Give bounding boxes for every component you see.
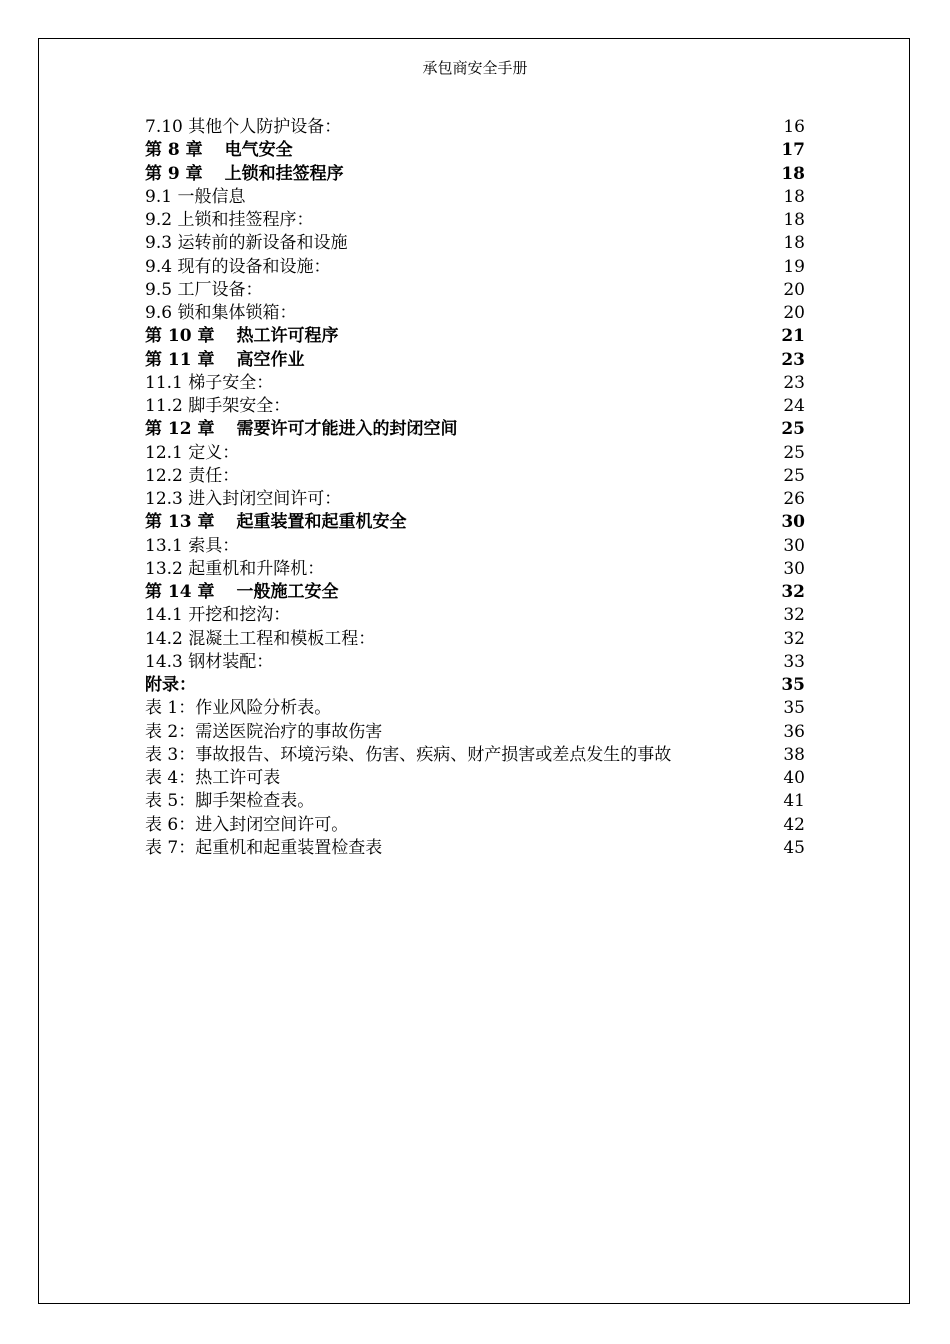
toc-entry[interactable] <box>145 116 805 139</box>
toc-page-number: 45 <box>783 837 805 858</box>
toc-entry-number: 表 3：事故报告、环境污染、伤害、疾病、财产损害或差点发生的事故 <box>145 744 672 765</box>
toc-entry-number: 附录： <box>145 675 196 695</box>
toc-chapter-title: 需要许可才能进入的封闭空间 <box>236 419 458 440</box>
toc-entry-label <box>145 790 314 813</box>
toc-page-number: 41 <box>783 791 805 812</box>
toc-entry-number: 9.6 锁和集体锁箱： <box>145 303 297 323</box>
toc-entry[interactable] <box>145 442 805 465</box>
toc-entry-label <box>145 604 290 627</box>
toc-entry-number: 表 7：起重机和起重装置检查表 <box>145 837 383 858</box>
toc-page-number: 25 <box>783 465 805 486</box>
toc-entry-label <box>145 325 339 348</box>
toc-entry-number: 表 4：热工许可表 <box>145 768 281 788</box>
toc-entry[interactable] <box>145 814 805 837</box>
toc-entry[interactable] <box>145 535 805 558</box>
toc-entry-label <box>145 116 341 139</box>
toc-entry-number: 14.3 钢材装配： <box>145 651 274 672</box>
toc-chapter-title: 起重装置和起重机安全 <box>236 512 407 533</box>
toc-entry[interactable] <box>145 186 805 209</box>
toc-entry[interactable] <box>145 744 805 767</box>
toc-entry-label <box>145 767 280 790</box>
toc-entry-label <box>145 511 407 534</box>
toc-entry-label <box>145 395 290 418</box>
toc-page-number: 18 <box>781 163 805 184</box>
toc-entry[interactable] <box>145 488 805 511</box>
toc-entry-label <box>145 814 348 837</box>
toc-entry[interactable] <box>145 279 805 302</box>
toc-entry-label <box>145 651 273 674</box>
toc-page-number: 32 <box>781 582 805 602</box>
toc-entry-label <box>145 721 382 744</box>
toc-chapter-entry[interactable] <box>145 325 805 348</box>
toc-entry-number: 第 10 章 <box>145 326 215 347</box>
toc-page-number: 23 <box>781 349 805 370</box>
toc-entry-number: 表 5：脚手架检查表。 <box>145 791 315 812</box>
toc-entry-number: 表 6：进入封闭空间许可。 <box>145 814 349 835</box>
toc-entry-number: 12.1 定义： <box>145 442 240 463</box>
toc-page-number: 16 <box>783 117 805 137</box>
toc-page-number: 30 <box>783 558 805 579</box>
toc-entry-number: 11.1 梯子安全： <box>145 372 274 393</box>
toc-page-number: 42 <box>783 814 805 835</box>
toc-entry-number: 9.1 一般信息 <box>145 186 246 207</box>
toc-entry-number: 表 2：需送医院治疗的事故伤害 <box>145 721 383 742</box>
toc-chapter-entry[interactable] <box>145 674 805 697</box>
toc-entry[interactable] <box>145 465 805 488</box>
toc-entry-label <box>145 139 293 162</box>
toc-entry-label <box>145 558 324 581</box>
toc-chapter-entry[interactable] <box>145 511 805 534</box>
toc-entry-number: 13.2 起重机和升降机： <box>145 558 325 579</box>
toc-page-number: 32 <box>783 605 805 626</box>
toc-entry[interactable] <box>145 651 805 674</box>
toc-entry[interactable] <box>145 395 805 418</box>
toc-chapter-title: 一般施工安全 <box>236 582 339 602</box>
toc-entry-label <box>145 744 671 767</box>
toc-entry-number: 表 1：作业风险分析表。 <box>145 698 332 719</box>
toc-page-number: 36 <box>783 721 805 742</box>
toc-chapter-entry[interactable] <box>145 349 805 372</box>
toc-entry-number: 13.1 索具： <box>145 535 240 556</box>
toc-entry-label <box>145 279 262 302</box>
table-of-contents <box>145 116 805 860</box>
toc-page-number: 33 <box>783 651 805 672</box>
toc-page-number: 25 <box>783 442 805 463</box>
toc-entry-number: 第 14 章 <box>145 582 215 602</box>
toc-page-number: 20 <box>783 303 805 323</box>
page-header-title: 承包商安全手册 <box>422 59 528 77</box>
toc-entry-number: 9.3 运转前的新设备和设施 <box>145 233 348 254</box>
toc-entry-number: 12.3 进入封闭空间许可： <box>145 489 342 509</box>
toc-entry-label <box>145 418 458 441</box>
toc-page-number: 40 <box>783 768 805 788</box>
toc-entry-number: 9.2 上锁和挂签程序： <box>145 210 314 230</box>
toc-entry-label <box>145 186 245 209</box>
toc-entry-number: 14.2 混凝土工程和模板工程： <box>145 628 376 649</box>
toc-entry[interactable] <box>145 697 805 720</box>
toc-page-number: 35 <box>783 698 805 719</box>
toc-chapter-title: 电气安全 <box>224 140 293 161</box>
toc-entry[interactable] <box>145 767 805 790</box>
toc-entry-label <box>145 465 239 488</box>
toc-entry-label <box>145 628 375 651</box>
toc-chapter-entry[interactable] <box>145 581 805 604</box>
toc-entry-number: 7.10 其他个人防护设备： <box>145 117 342 137</box>
toc-entry[interactable] <box>145 209 805 232</box>
toc-page-number: 38 <box>783 744 805 765</box>
toc-entry-label <box>145 581 339 604</box>
toc-entry[interactable] <box>145 837 805 860</box>
toc-entry-label <box>145 697 331 720</box>
toc-entry-label <box>145 209 313 232</box>
toc-page-number: 32 <box>783 628 805 649</box>
toc-entry[interactable] <box>145 302 805 325</box>
toc-entry-number: 第 9 章 <box>145 163 203 184</box>
toc-entry-number: 14.1 开挖和挖沟： <box>145 605 291 626</box>
toc-page-number: 35 <box>781 675 805 695</box>
toc-chapter-title: 上锁和挂签程序 <box>224 163 344 184</box>
toc-entry-number: 第 13 章 <box>145 512 215 533</box>
toc-entry-label <box>145 442 239 465</box>
toc-entry-number: 9.4 现有的设备和设施： <box>145 256 331 277</box>
toc-chapter-entry[interactable] <box>145 163 805 186</box>
toc-entry-label <box>145 302 296 325</box>
toc-entry[interactable] <box>145 256 805 279</box>
toc-page-number: 25 <box>781 419 805 440</box>
toc-entry-label <box>145 349 305 372</box>
toc-page-number: 24 <box>783 396 805 416</box>
toc-entry-label <box>145 372 273 395</box>
toc-chapter-entry[interactable] <box>145 418 805 441</box>
toc-entry[interactable] <box>145 604 805 627</box>
toc-page-number: 23 <box>783 372 805 393</box>
toc-page-number: 17 <box>781 140 805 161</box>
toc-page-number: 30 <box>783 535 805 556</box>
toc-entry-label <box>145 256 330 279</box>
toc-entry-label <box>145 837 382 860</box>
toc-entry-label <box>145 488 341 511</box>
toc-chapter-title: 高空作业 <box>236 349 305 370</box>
toc-entry[interactable] <box>145 628 805 651</box>
toc-entry[interactable] <box>145 721 805 744</box>
toc-entry-label <box>145 232 347 255</box>
toc-page-number: 21 <box>781 326 805 347</box>
toc-entry-label <box>145 535 239 558</box>
toc-entry-label <box>145 163 344 186</box>
toc-chapter-title: 热工许可程序 <box>236 326 339 347</box>
toc-entry-number: 第 11 章 <box>145 349 215 370</box>
toc-entry[interactable] <box>145 372 805 395</box>
toc-page-number: 18 <box>783 233 805 254</box>
toc-entry-number: 12.2 责任： <box>145 465 240 486</box>
toc-entry-number: 9.5 工厂设备： <box>145 279 263 300</box>
toc-entry-label <box>145 674 196 697</box>
toc-page-number: 19 <box>783 256 805 277</box>
toc-page-number: 18 <box>783 210 805 230</box>
toc-page-number: 20 <box>783 279 805 300</box>
toc-entry[interactable] <box>145 232 805 255</box>
toc-entry-number: 第 12 章 <box>145 419 215 440</box>
toc-entry-number: 11.2 脚手架安全： <box>145 396 291 416</box>
toc-entry-number: 第 8 章 <box>145 140 203 161</box>
toc-page-number: 30 <box>781 512 805 533</box>
toc-page-number: 26 <box>783 489 805 509</box>
toc-entry[interactable] <box>145 790 805 813</box>
toc-entry[interactable] <box>145 558 805 581</box>
toc-page-number: 18 <box>783 186 805 207</box>
toc-chapter-entry[interactable] <box>145 139 805 162</box>
